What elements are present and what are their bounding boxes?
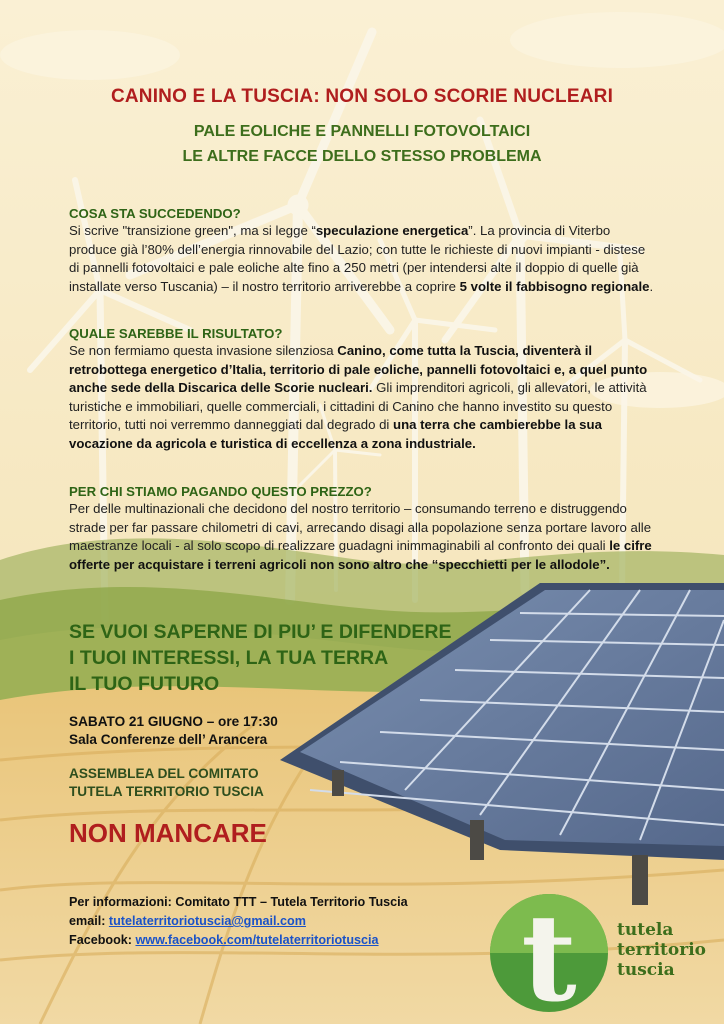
section-1-text-run: ”. La provincia di Viterbo produce già l’80% dell’energia rinnovabile del Lazio; con tutte le richieste di nuovi impianti - distese di pannelli fotovoltaici e pale eoliche alte fino a 250 metri (per intendersi alte il doppio di quelle già installate verso Tuscania) – il nostro territorio arriverebbe a coprire [69, 223, 646, 294]
assembly-line-2: TUTELA TERRITORIO TUSCIA [69, 784, 264, 799]
subtitle-line-1: PALE EOLICHE E PANNELLI FOTOVOLTAICI [193, 123, 531, 140]
section-2-text-run: Se non fermiamo questa invasione silenziosa [69, 343, 338, 358]
logo-text [617, 920, 706, 980]
email-link[interactable]: tutelaterritoriotuscia@gmail.com [108, 914, 306, 928]
section-1-text-run: 5 volte il fabbisogno regionale [459, 278, 650, 294]
section-3-text-run: Per delle multinazionali che decidono del nostro territorio – consumando terreno e distruggendo strade per far passare chilometri di cavi, arrecando disagi alla popolazione senza portare lavoro alle maestranze locali - al solo scopo di realizzare guadagni inimmaginabili al confronto dei quali [69, 501, 652, 553]
page-title: CANINO E LA TUSCIA: NON SOLO SCORIE NUCLEARI [110, 86, 614, 107]
email-row [69, 912, 306, 931]
event-place: Sala Conferenze dell’ Arancera [69, 732, 268, 747]
logo-word-2: territorio [617, 940, 706, 960]
call-line-2: I TUOI INTERESSI, LA TUA TERRA [69, 647, 389, 669]
logo-word-3: tuscia [617, 960, 675, 980]
section-body-3 [69, 500, 655, 574]
facebook-link[interactable]: www.facebook.com/tutelaterritoriotuscia [135, 933, 379, 947]
subtitle-line-2: LE ALTRE FACCE DELLO STESSO PROBLEMA [182, 148, 542, 165]
section-2-text-run: Gli imprenditori agricoli, gli allevatori, le attività turistiche e immobiliari, quelle commerciali, i cittadini di Canino che hanno investito su questo territorio, tutti noi verremmo danneggiati dal degrado di [69, 380, 647, 432]
section-body-1 [69, 222, 655, 296]
call-line-1: SE VUOI SAPERNE DI PIU’ E DIFENDERE [69, 621, 452, 643]
facebook-label: Facebook: [69, 933, 136, 947]
section-1-text-run: Si scrive "transizione green", ma si legge “ [69, 223, 316, 238]
section-heading-2: QUALE SAREBBE IL RISULTATO? [69, 326, 283, 341]
section-2-text-run: Canino, come tutta la Tuscia, diventerà il retrobottega energetico d’Italia, territorio di pale eoliche, pannelli fotovoltaici e, a quel punto anche sede della Discarica delle Scorie nucleari. [69, 343, 648, 395]
section-heading-1: COSA STA SUCCEDENDO? [69, 206, 241, 221]
section-1-text-run: . [649, 278, 654, 294]
event-date: SABATO 21 GIUGNO – ore 17:30 [69, 714, 278, 729]
info-line: Per informazioni: Comitato TTT – Tutela Territorio Tuscia [69, 895, 408, 909]
section-heading-3: PER CHI STIAMO PAGANDO QUESTO PREZZO? [69, 484, 372, 499]
facebook-row [69, 931, 379, 950]
svg-text:t: t [521, 888, 577, 1024]
section-1-text-run: speculazione energetica [315, 223, 469, 238]
logo-word-1: tutela [617, 920, 674, 940]
section-3-text-run: le cifre offerte per acquistare i terreni agricoli non sono altro che “specchietti per le allodole”. [69, 538, 652, 572]
cta-non-mancare: NON MANCARE [69, 818, 267, 848]
call-line-3: IL TUO FUTURO [69, 673, 220, 695]
section-2-text-run: una terra che cambierebbe la sua vocazione da agricola e turistica di eccellenza a zona industriale. [69, 417, 602, 451]
email-label: email: [69, 914, 109, 928]
section-body-2 [69, 342, 655, 453]
assembly-line-1: ASSEMBLEA DEL COMITATO [69, 766, 259, 781]
